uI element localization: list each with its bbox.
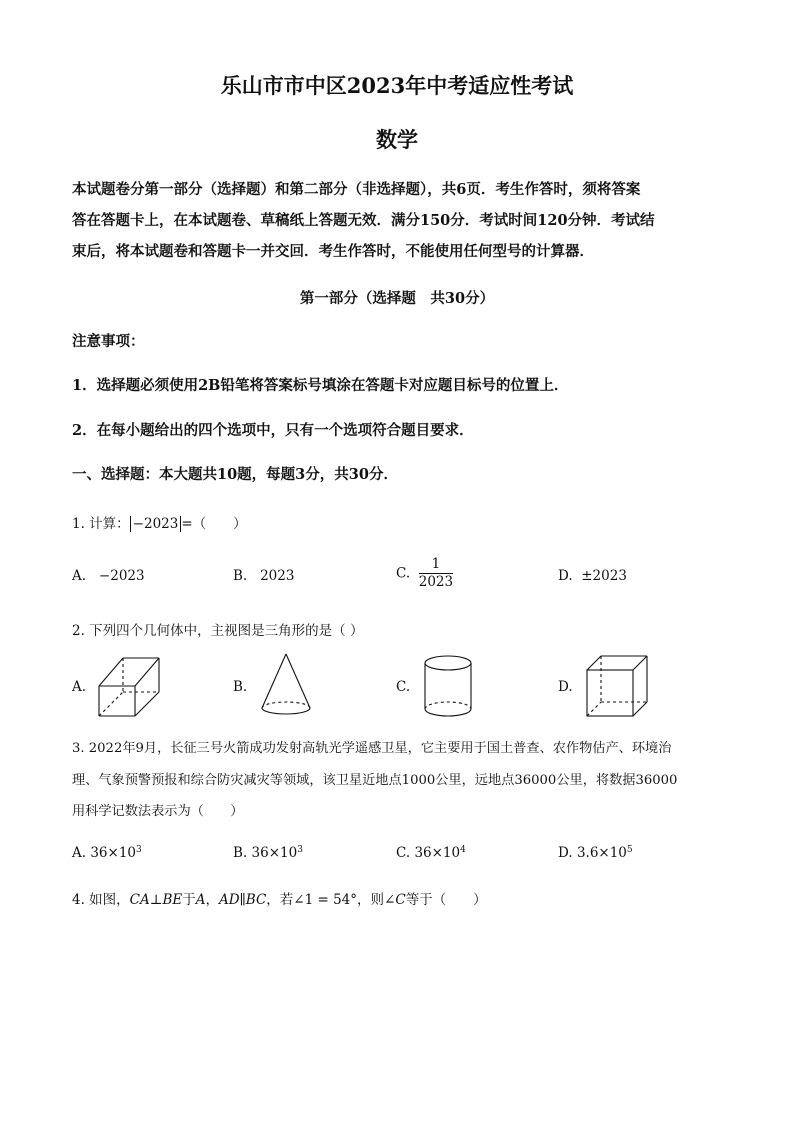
q2-option-b-label[interactable]: B. — [233, 679, 248, 695]
question-2: 2. 下列四个几何体中，主视图是三角形的是（ ） — [72, 623, 364, 639]
option-label: D. — [558, 568, 573, 584]
q1-paren: （ ） — [192, 516, 247, 532]
subject-title: 数学 — [376, 127, 418, 152]
option-value: 2023 — [260, 568, 295, 584]
q1-option-c[interactable] — [396, 556, 453, 591]
intro-line-3: 束后，将本试题卷和答题卡一并交回．考生作答时，不能使用任何型号的计算器． — [72, 243, 594, 260]
option-label: A. — [72, 568, 87, 584]
q4-text-8: 等于（ ） — [405, 892, 487, 908]
cube-icon — [585, 654, 651, 720]
q2-option-d-label[interactable]: D. — [558, 679, 573, 695]
option-value: 3.6×10 — [576, 845, 627, 861]
triangular-prism-icon — [97, 656, 163, 720]
q3-option-b[interactable] — [233, 845, 303, 861]
q4-text-4: ， — [205, 892, 219, 908]
question-3-line-1: 3. 2022年9月，长征三号火箭成功发射高轨光学遥感卫星，它主要用于国土普查、农作物估产、环境治 — [72, 741, 672, 756]
note-2: 2．在每小题给出的四个选项中，只有一个选项符合题目要求． — [72, 422, 474, 439]
fraction-denominator: 2023 — [418, 574, 454, 590]
question-3-line-3: 用科学记数法表示为（ ） — [72, 804, 244, 819]
part1-heading: 第一部分（选择题 共30分） — [299, 290, 495, 307]
q1-equals: = — [181, 516, 193, 532]
option-label: B. — [233, 845, 248, 861]
q1-option-d[interactable] — [558, 568, 627, 584]
exam-title: 乐山市市中区2023年中考适应性考试 — [220, 73, 574, 98]
option-label: D. — [558, 845, 573, 861]
q2-option-a-label[interactable]: A. — [72, 679, 87, 695]
q3-option-d[interactable] — [558, 845, 633, 861]
q3-option-a[interactable] — [72, 845, 142, 861]
q4-text-5: AD∥BC — [218, 892, 267, 908]
intro-line-1: 本试题卷分第一部分（选择题）和第二部分（非选择题），共6页．考生作答时，须将答案 — [72, 181, 641, 198]
section-title: 一、选择题：本大题共10题，每题3分，共30分． — [72, 466, 398, 483]
question-1 — [72, 512, 247, 532]
q4-text-3: A — [195, 892, 206, 908]
q2-option-c-label[interactable]: C. — [396, 679, 411, 695]
option-value: ±2023 — [581, 568, 627, 584]
q4-prefix: 4. 如图， — [72, 892, 130, 908]
option-label: C. — [396, 845, 411, 861]
q1-prefix: 1. 计算： — [72, 516, 130, 532]
q4-text-6: ，若∠1 = 54°，则∠ — [266, 892, 396, 908]
option-exponent: 5 — [626, 845, 633, 855]
option-label: A. — [72, 845, 87, 861]
q4-text-1: CA⊥BE — [129, 892, 183, 908]
option-value: 36×10 — [251, 845, 298, 861]
option-label: B. — [233, 568, 248, 584]
option-exponent: 4 — [460, 845, 466, 855]
cylinder-icon — [422, 654, 474, 720]
option-value: 36×10 — [90, 845, 137, 861]
cone-icon — [259, 652, 313, 718]
note-1: 1．选择题必须使用2B铅笔将答案标号填涂在答题卡对应题目标号的位置上． — [72, 377, 569, 394]
q1-option-a[interactable] — [72, 568, 145, 584]
intro-line-2: 答在答题卡上，在本试题卷、草稿纸上答题无效．满分150分．考试时间120分钟．考试结 — [72, 212, 655, 229]
q1-absolute-value: −2023 — [130, 516, 182, 532]
question-3-line-2: 理、气象预警预报和综合防灾减灾等领域，该卫星近地点1000公里，远地点36000公里，将数据36000 — [72, 773, 678, 788]
option-value: −2023 — [98, 568, 145, 584]
fraction — [419, 556, 453, 591]
q4-text-7: C — [395, 892, 406, 908]
question-4 — [72, 888, 487, 908]
q1-option-b[interactable] — [233, 568, 294, 584]
option-label: C. — [396, 565, 411, 582]
q3-option-c[interactable] — [396, 845, 466, 861]
q4-text-2: 于 — [182, 892, 196, 908]
option-value: 36×10 — [414, 845, 461, 861]
notes-title: 注意事项： — [72, 333, 145, 350]
fraction-numerator: 1 — [419, 556, 453, 574]
option-exponent: 3 — [136, 845, 142, 855]
option-exponent: 3 — [297, 845, 303, 855]
